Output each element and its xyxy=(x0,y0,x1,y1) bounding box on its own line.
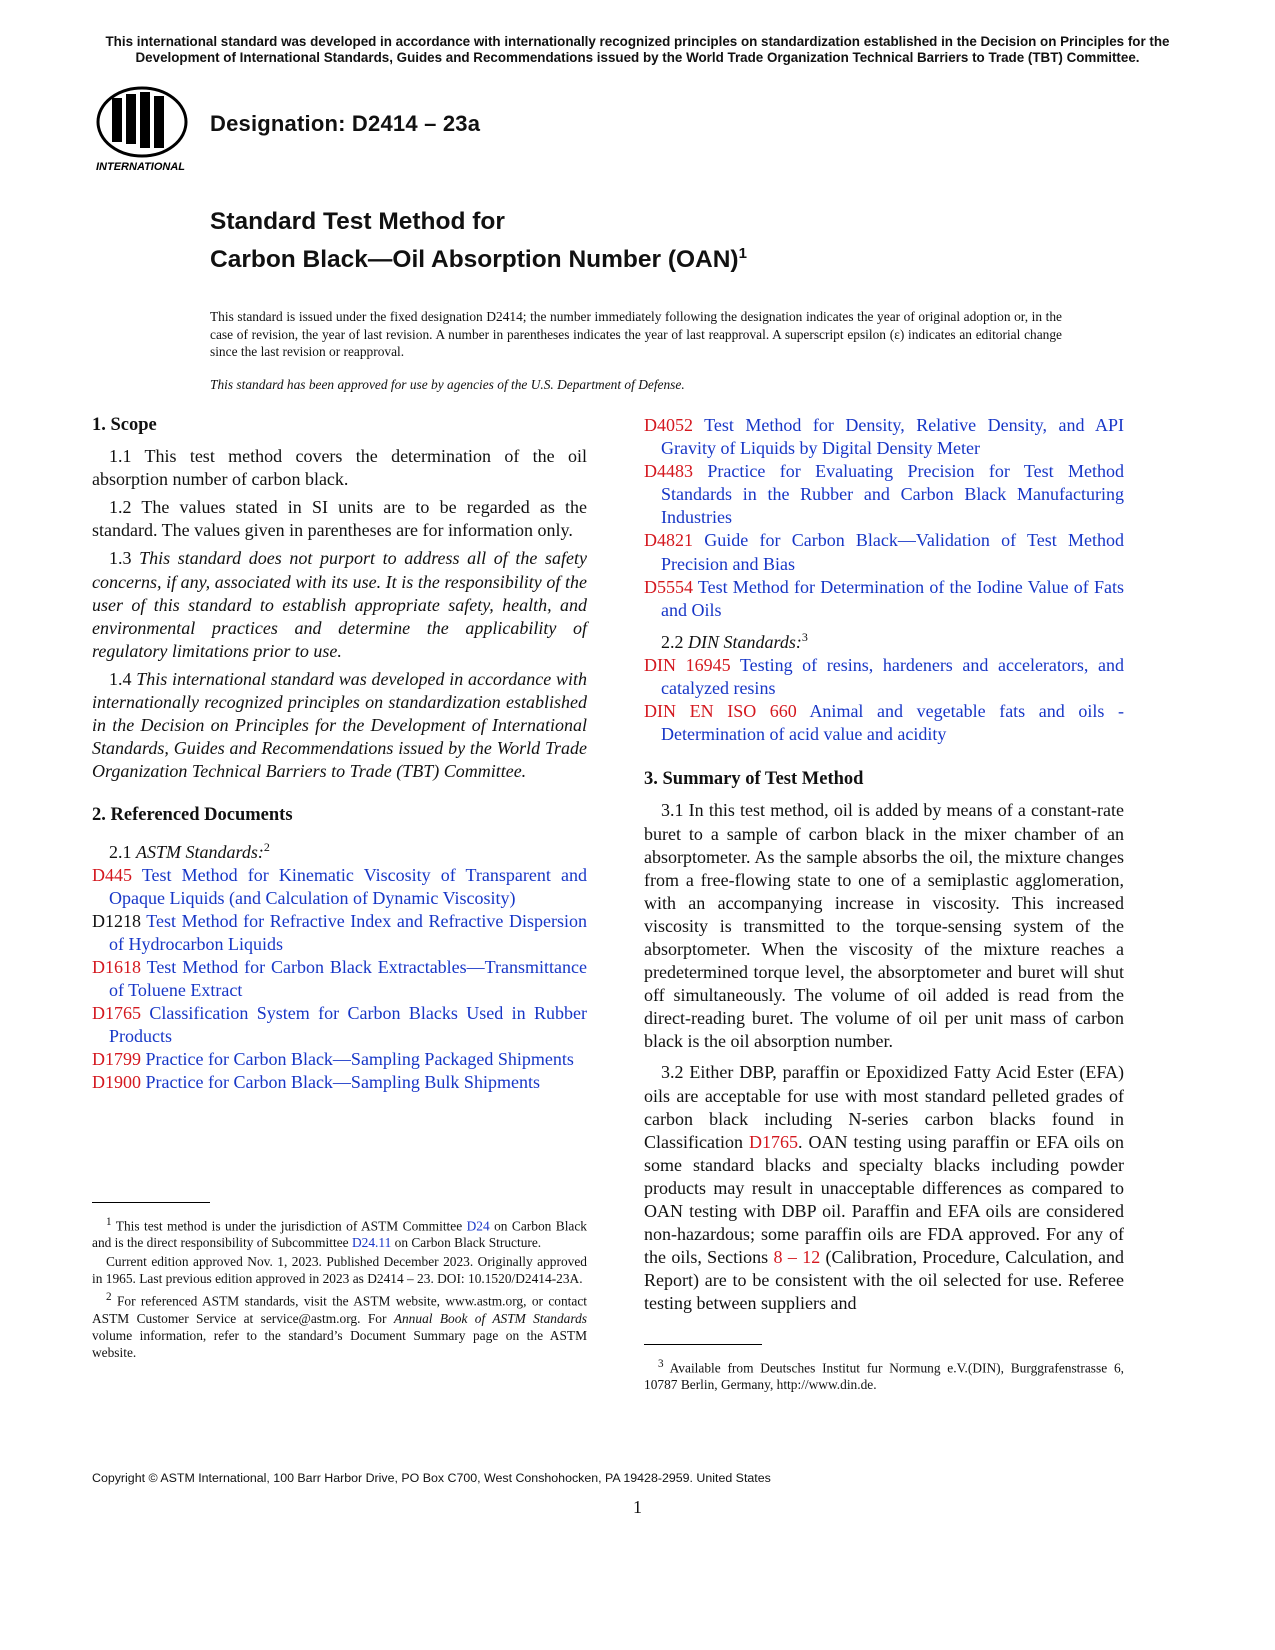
scope-1-3: 1.3 This standard does not purport to address all of the safety concerns, if any, associated with its use. It is the responsibility of the user of this standard to establish appropriate safety, health, and environmental practices and determine the applicability of regulatory limitations prior to use. xyxy=(92,548,587,661)
scope-1-2: 1.2 The values stated in SI units are to be regarded as the standard. The values given in parentheses are for information only. xyxy=(92,497,587,541)
summary-heading: 3. Summary of Test Method xyxy=(644,769,864,790)
ref-d5554[interactable]: D5554 Test Method for Determination of the Iodine Value of Fats and Oils xyxy=(644,576,1124,620)
document-title xyxy=(210,206,747,276)
ref-d1765[interactable]: D1765 Classification System for Carbon Blacks Used in Rubber Products xyxy=(92,1003,587,1047)
title-line-1: Standard Test Method for xyxy=(210,208,505,235)
right-column xyxy=(644,414,1124,1320)
footnote-1: $^1$ This test method is under the jurisdiction of ASTM Committee D24 on Carbon Black and is the direct responsibility of Subcommittee D24.11 on Carbon Black Structure. xyxy=(92,1216,588,1251)
footnote-rule-right xyxy=(644,1344,762,1345)
top-notice: This international standard was developed in accordance with internationally recognized principles on standardization established in the Decision on Principles for the Development of International Standards, Guides and Recommendations issued by the World Trade Organization Technical Barriers to Trade (TBT) Committee. xyxy=(105,34,1170,65)
summary-3-1: 3.1 In this test method, oil is added by means of a constant-rate buret to a sample of carbon black in the mixer chamber of an absorptometer. As the sample absorbs the oil, the mixture changes from a free-flowing state to one of a semiplastic agglomeration, with an accompanying increase in viscosity. This increased viscosity is transmitted to the torque-sensing system of the absorptometer. When the viscosity of the mixture reaches a predetermined torque level, the absorptometer and buret will shut off simultaneously. The volume of oil added is read from the direct-reading buret. The volume of oil per unit mass of carbon black is the oil absorption number. xyxy=(644,800,1124,1052)
footnote-rule-left xyxy=(92,1202,210,1203)
ref-d445[interactable]: D445 Test Method for Kinematic Viscosity of Transparent and Opaque Liquids (and Calculation of Dynamic Viscosity) xyxy=(92,864,587,908)
din-standards-label: 2.2 DIN Standards:$^3$ xyxy=(661,629,808,652)
footnote-1-edition: Current edition approved Nov. 1, 2023. Published December 2023. Originally approved in 1965. Last previous edition approved in 2023 as D2414 – 23. DOI: 10.1520/D2414-23A. xyxy=(92,1254,587,1287)
footnotes-right xyxy=(644,1356,1124,1395)
ref-d4821[interactable]: D4821 Guide for Carbon Black—Validation of Test Method Precision and Bias xyxy=(644,530,1125,574)
scope-1-1: 1.1 This test method covers the determination of the oil absorption number of carbon black. xyxy=(92,446,587,490)
footnote-2: $^2$ For referenced ASTM standards, visit the ASTM website, www.astm.org, or contact ASTM Customer Service at service@astm.org. For Annual Book of ASTM Standards volume information, refer to the standard’s Document Summary page on the ASTM website. xyxy=(92,1291,587,1360)
summary-3-2: 3.2 Either DBP, paraffin or Epoxidized Fatty Acid Ester (EFA) oils are acceptable for use with most standard pelleted grades of carbon black including N-series carbon blacks found in Classification D1765. OAN testing using paraffin or EFA oils on some standard blacks and specialty blacks including powder products may result in unacceptable differences as compared to OAN testing with DBP oil. Paraffin and EFA oils are considered non-hazardous; some paraffin oils are FDA approved. For any of the oils, Sections 8 – 12 (Calibration, Procedure, Calculation, and Report) are to be consistent with the oil selected for use. Referee testing between suppliers and xyxy=(644,1062,1124,1314)
astm-logo-icon xyxy=(92,84,192,174)
link-d1765[interactable]: D1765 xyxy=(749,1131,799,1152)
scope-1-4: 1.4 This international standard was developed in accordance with internationally recognized principles on standardization established in the Decision on Principles for the Development of International Standards, Guides and Recommendations issued by the World Trade Organization Technical Barriers to Trade (TBT) Committee. xyxy=(92,668,587,782)
ref-d4483[interactable]: D4483 Practice for Evaluating Precision for Test Method Standards in the Rubber and Carbon Black Manufacturing Industries xyxy=(644,461,1125,528)
footnote-3: $^3$ Available from Deutsches Institut fur Normung e.V.(DIN), Burggrafenstrasse 6, 10787 Berlin, Germany, http://www.din.de. xyxy=(644,1358,1124,1393)
ref-din-en-iso-660[interactable]: DIN EN ISO 660 Animal and vegetable fats and oils - Determination of acid value and acidity xyxy=(644,701,1124,745)
designation: Designation: D2414 – 23a xyxy=(210,111,481,136)
referenced-heading: 2. Referenced Documents xyxy=(92,805,293,826)
intro-paragraph: This standard is issued under the fixed designation D2414; the number immediately following the designation indicates the year of original adoption or, in the case of revision, the year of last revision. A number in parentheses indicates the year of last reapproval. A superscript epsilon (ε) indicates an editorial change since the last revision or reapproval. xyxy=(210,309,1062,359)
dod-note: This standard has been approved for use by agencies of the U.S. Department of Defense. xyxy=(210,377,685,392)
link-d24-11[interactable]: D24.11 xyxy=(351,1235,392,1251)
page-number: 1 xyxy=(633,1497,642,1517)
svg-text:INTERNATIONAL: INTERNATIONAL xyxy=(96,161,186,173)
ref-d1618[interactable]: D1618 Test Method for Carbon Black Extractables—Transmittance of Toluene Extract xyxy=(92,956,587,1001)
ref-d1218[interactable]: D1218 Test Method for Refractive Index and Refractive Dispersion of Hydrocarbon Liquids xyxy=(92,910,587,954)
ref-d1900[interactable]: D1900 Practice for Carbon Black—Sampling Bulk Shipments xyxy=(92,1072,540,1093)
left-column xyxy=(92,414,587,1095)
copyright: Copyright © ASTM International, 100 Barr Harbor Drive, PO Box C700, West Conshohocken, PA 19428-2959. United States xyxy=(92,1471,771,1485)
footnotes-left xyxy=(92,1214,587,1363)
ref-d1799[interactable]: D1799 Practice for Carbon Black—Sampling Packaged Shipments xyxy=(92,1049,574,1070)
astm-standards-label: 2.1 ASTM Standards:$^2$ xyxy=(109,839,270,862)
link-sections-8-12[interactable]: 8 – 12 xyxy=(773,1247,821,1268)
link-d24[interactable]: D24 xyxy=(466,1218,490,1234)
astm-logo xyxy=(92,84,192,174)
astm-ref-list-right xyxy=(644,414,1124,622)
ref-din-16945[interactable]: DIN 16945 Testing of resins, hardeners and accelerators, and catalyzed resins xyxy=(644,654,1124,699)
astm-ref-list-left xyxy=(92,864,587,1095)
din-ref-list xyxy=(644,654,1124,746)
ref-d4052[interactable]: D4052 Test Method for Density, Relative Density, and API Gravity of Liquids by Digital Density Meter xyxy=(644,415,1124,459)
title-line-2: Carbon Black—Oil Absorption Number (OAN)$^1$ xyxy=(210,245,747,274)
scope-heading: 1. Scope xyxy=(92,415,157,435)
